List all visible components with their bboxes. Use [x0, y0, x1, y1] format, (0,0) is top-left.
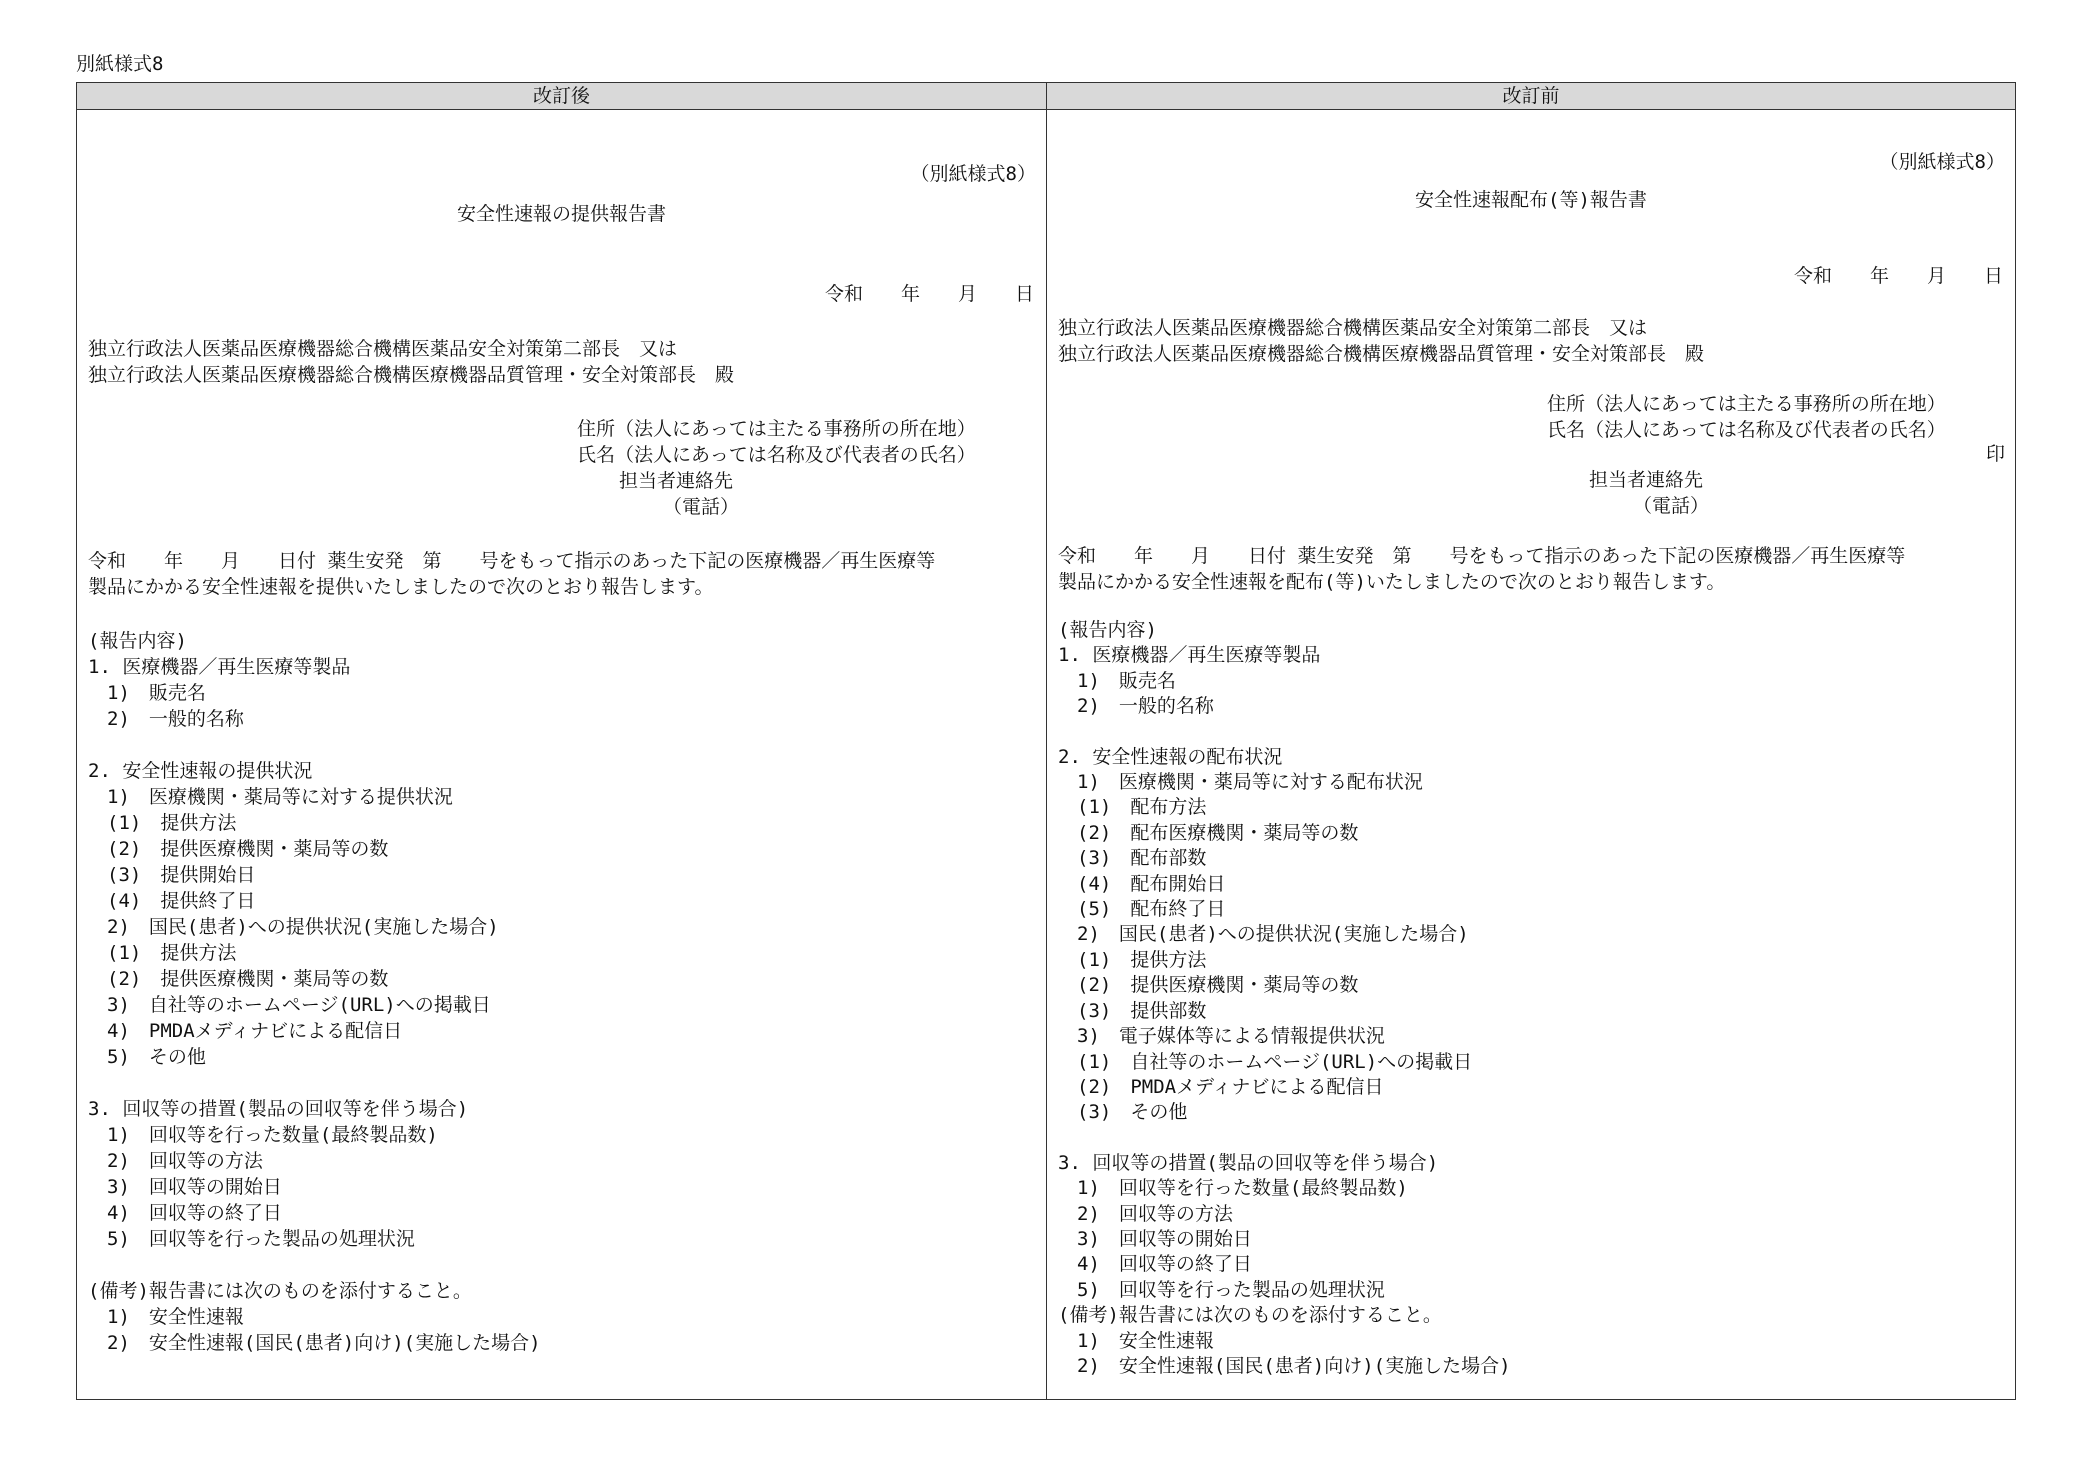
list-item: (3) 提供開始日 — [88, 864, 256, 886]
list-item: (2) 配布医療機関・薬局等の数 — [1058, 821, 1359, 844]
list-item: 1) 回収等を行った数量(最終製品数) — [1058, 1177, 1408, 1200]
list-item: (2) 提供医療機関・薬局等の数 — [88, 838, 389, 860]
list-item: (3) 配布部数 — [1058, 847, 1207, 870]
list-item: 1. 医療機器／再生医療等製品 — [1058, 644, 1321, 667]
list-item: (3) 提供部数 — [1058, 999, 1207, 1022]
list-item: 2) 一般的名称 — [1058, 695, 1214, 718]
seal-mark: 印 — [1985, 443, 2005, 465]
contact-label: 担当者連絡先 — [1589, 469, 1704, 491]
applicant-name: 氏名（法人にあっては名称及び代表者の氏名） — [577, 444, 976, 466]
list-item — [1058, 720, 1511, 745]
list-item: (備考)報告書には次のものを添付すること。 — [88, 1280, 472, 1302]
document-title: 安全性速報の提供報告書 — [456, 203, 666, 225]
body-line-2: 製品にかかる安全性速報を配布(等)いたしましたので次のとおり報告します。 — [1058, 571, 1726, 593]
list-item — [88, 1070, 541, 1096]
list-item: 1) 販売名 — [88, 682, 206, 704]
list-item: 2. 安全性速報の提供状況 — [88, 760, 313, 782]
list-item: (4) 配布開始日 — [1058, 872, 1226, 895]
list-item: 2) 安全性速報(国民(患者)向け)(実施した場合) — [88, 1332, 541, 1354]
list-item: 2) 回収等の方法 — [1058, 1202, 1233, 1225]
column-before — [1047, 83, 2015, 1399]
list-item: 3. 回収等の措置(製品の回収等を伴う場合) — [88, 1098, 469, 1120]
list-item: (2) PMDAメディナビによる配信日 — [1058, 1075, 1384, 1098]
report-items — [88, 628, 541, 1356]
list-item: 1) 医療機関・薬局等に対する提供状況 — [88, 786, 453, 808]
applicant-address: 住所（法人にあっては主たる事務所の所在地） — [577, 418, 976, 440]
list-item: 4) PMDAメディナビによる配信日 — [88, 1020, 403, 1042]
list-item: (1) 提供方法 — [88, 942, 237, 964]
list-item: 5) その他 — [88, 1046, 206, 1068]
list-item: (1) 提供方法 — [1058, 948, 1207, 971]
form-ref: （別紙様式8） — [1879, 151, 2005, 173]
list-item: (1) 提供方法 — [88, 812, 237, 834]
column-header-before: 改訂前 — [1047, 83, 2015, 110]
date-line: 令和 年 月 日 — [1793, 265, 2003, 287]
list-item: (4) 提供終了日 — [88, 890, 256, 912]
list-item: 3. 回収等の措置(製品の回収等を伴う場合) — [1058, 1151, 1439, 1174]
date-line: 令和 年 月 日 — [824, 283, 1034, 305]
column-header-after: 改訂後 — [77, 83, 1046, 110]
list-item: 5) 回収等を行った製品の処理状況 — [88, 1228, 415, 1250]
list-item: 5) 回収等を行った製品の処理状況 — [1058, 1278, 1385, 1301]
list-item: 4) 回収等の終了日 — [1058, 1253, 1252, 1276]
addressee-line-1: 独立行政法人医薬品医療機器総合機構医薬品安全対策第二部長 又は — [88, 338, 678, 360]
applicant-address: 住所（法人にあっては主たる事務所の所在地） — [1547, 393, 1946, 415]
contact-label: 担当者連絡先 — [619, 470, 734, 492]
list-item: 2) 国民(患者)への提供状況(実施した場合) — [1058, 923, 1469, 946]
list-item: 3) 回収等の開始日 — [1058, 1227, 1252, 1250]
list-item — [88, 732, 541, 758]
list-item: 2) 国民(患者)への提供状況(実施した場合) — [88, 916, 499, 938]
comparison-table — [76, 82, 2016, 1400]
phone-label: （電話） — [663, 496, 740, 518]
report-items — [1058, 618, 1511, 1379]
list-item: (1) 配布方法 — [1058, 796, 1207, 819]
addressee-line-2: 独立行政法人医薬品医療機器総合機構医療機器品質管理・安全対策部長 殿 — [1058, 343, 1705, 365]
list-item: 3) 自社等のホームページ(URL)への掲載日 — [88, 994, 491, 1016]
list-item: 2) 安全性速報(国民(患者)向け)(実施した場合) — [1058, 1354, 1511, 1377]
list-item: 1. 医療機器／再生医療等製品 — [88, 656, 351, 678]
body-line-1: 令和 年 月 日付 薬生安発 第 号をもって指示のあった下記の医療機器／再生医療等 — [1058, 545, 1906, 567]
list-item: 4) 回収等の終了日 — [88, 1202, 282, 1224]
phone-label: （電話） — [1633, 495, 1710, 517]
list-item — [88, 1252, 541, 1278]
body-line-2: 製品にかかる安全性速報を提供いたしましたので次のとおり報告します。 — [88, 576, 714, 598]
list-item: (報告内容) — [88, 630, 187, 652]
list-item: 1) 販売名 — [1058, 669, 1176, 692]
list-item: 1) 医療機関・薬局等に対する配布状況 — [1058, 771, 1423, 794]
list-item: (2) 提供医療機関・薬局等の数 — [1058, 974, 1359, 997]
list-item: 1) 安全性速報 — [1058, 1329, 1214, 1352]
addressee-line-2: 独立行政法人医薬品医療機器総合機構医療機器品質管理・安全対策部長 殿 — [88, 364, 735, 386]
body-line-1: 令和 年 月 日付 薬生安発 第 号をもって指示のあった下記の医療機器／再生医療等 — [88, 550, 936, 572]
list-item: 3) 回収等の開始日 — [88, 1176, 282, 1198]
list-item: 2) 回収等の方法 — [88, 1150, 263, 1172]
list-item: 1) 回収等を行った数量(最終製品数) — [88, 1124, 438, 1146]
form-label: 別紙様式8 — [76, 53, 164, 75]
list-item: 3) 電子媒体等による情報提供状況 — [1058, 1025, 1385, 1048]
list-item: (2) 提供医療機関・薬局等の数 — [88, 968, 389, 990]
list-item — [1058, 1126, 1511, 1151]
list-item: (1) 自社等のホームページ(URL)への掲載日 — [1058, 1050, 1473, 1073]
addressee-line-1: 独立行政法人医薬品医療機器総合機構医薬品安全対策第二部長 又は — [1058, 317, 1648, 339]
list-item: (3) その他 — [1058, 1101, 1188, 1124]
applicant-name: 氏名（法人にあっては名称及び代表者の氏名） — [1547, 419, 1946, 441]
list-item: 1) 安全性速報 — [88, 1306, 244, 1328]
list-item: (5) 配布終了日 — [1058, 898, 1226, 921]
list-item: 2) 一般的名称 — [88, 708, 244, 730]
form-ref: （別紙様式8） — [910, 163, 1036, 185]
list-item: (備考)報告書には次のものを添付すること。 — [1058, 1304, 1442, 1327]
list-item: 2. 安全性速報の配布状況 — [1058, 745, 1283, 768]
column-after — [77, 83, 1047, 1399]
list-item: (報告内容) — [1058, 619, 1157, 641]
document-title: 安全性速報配布(等)報告書 — [1415, 189, 1647, 211]
